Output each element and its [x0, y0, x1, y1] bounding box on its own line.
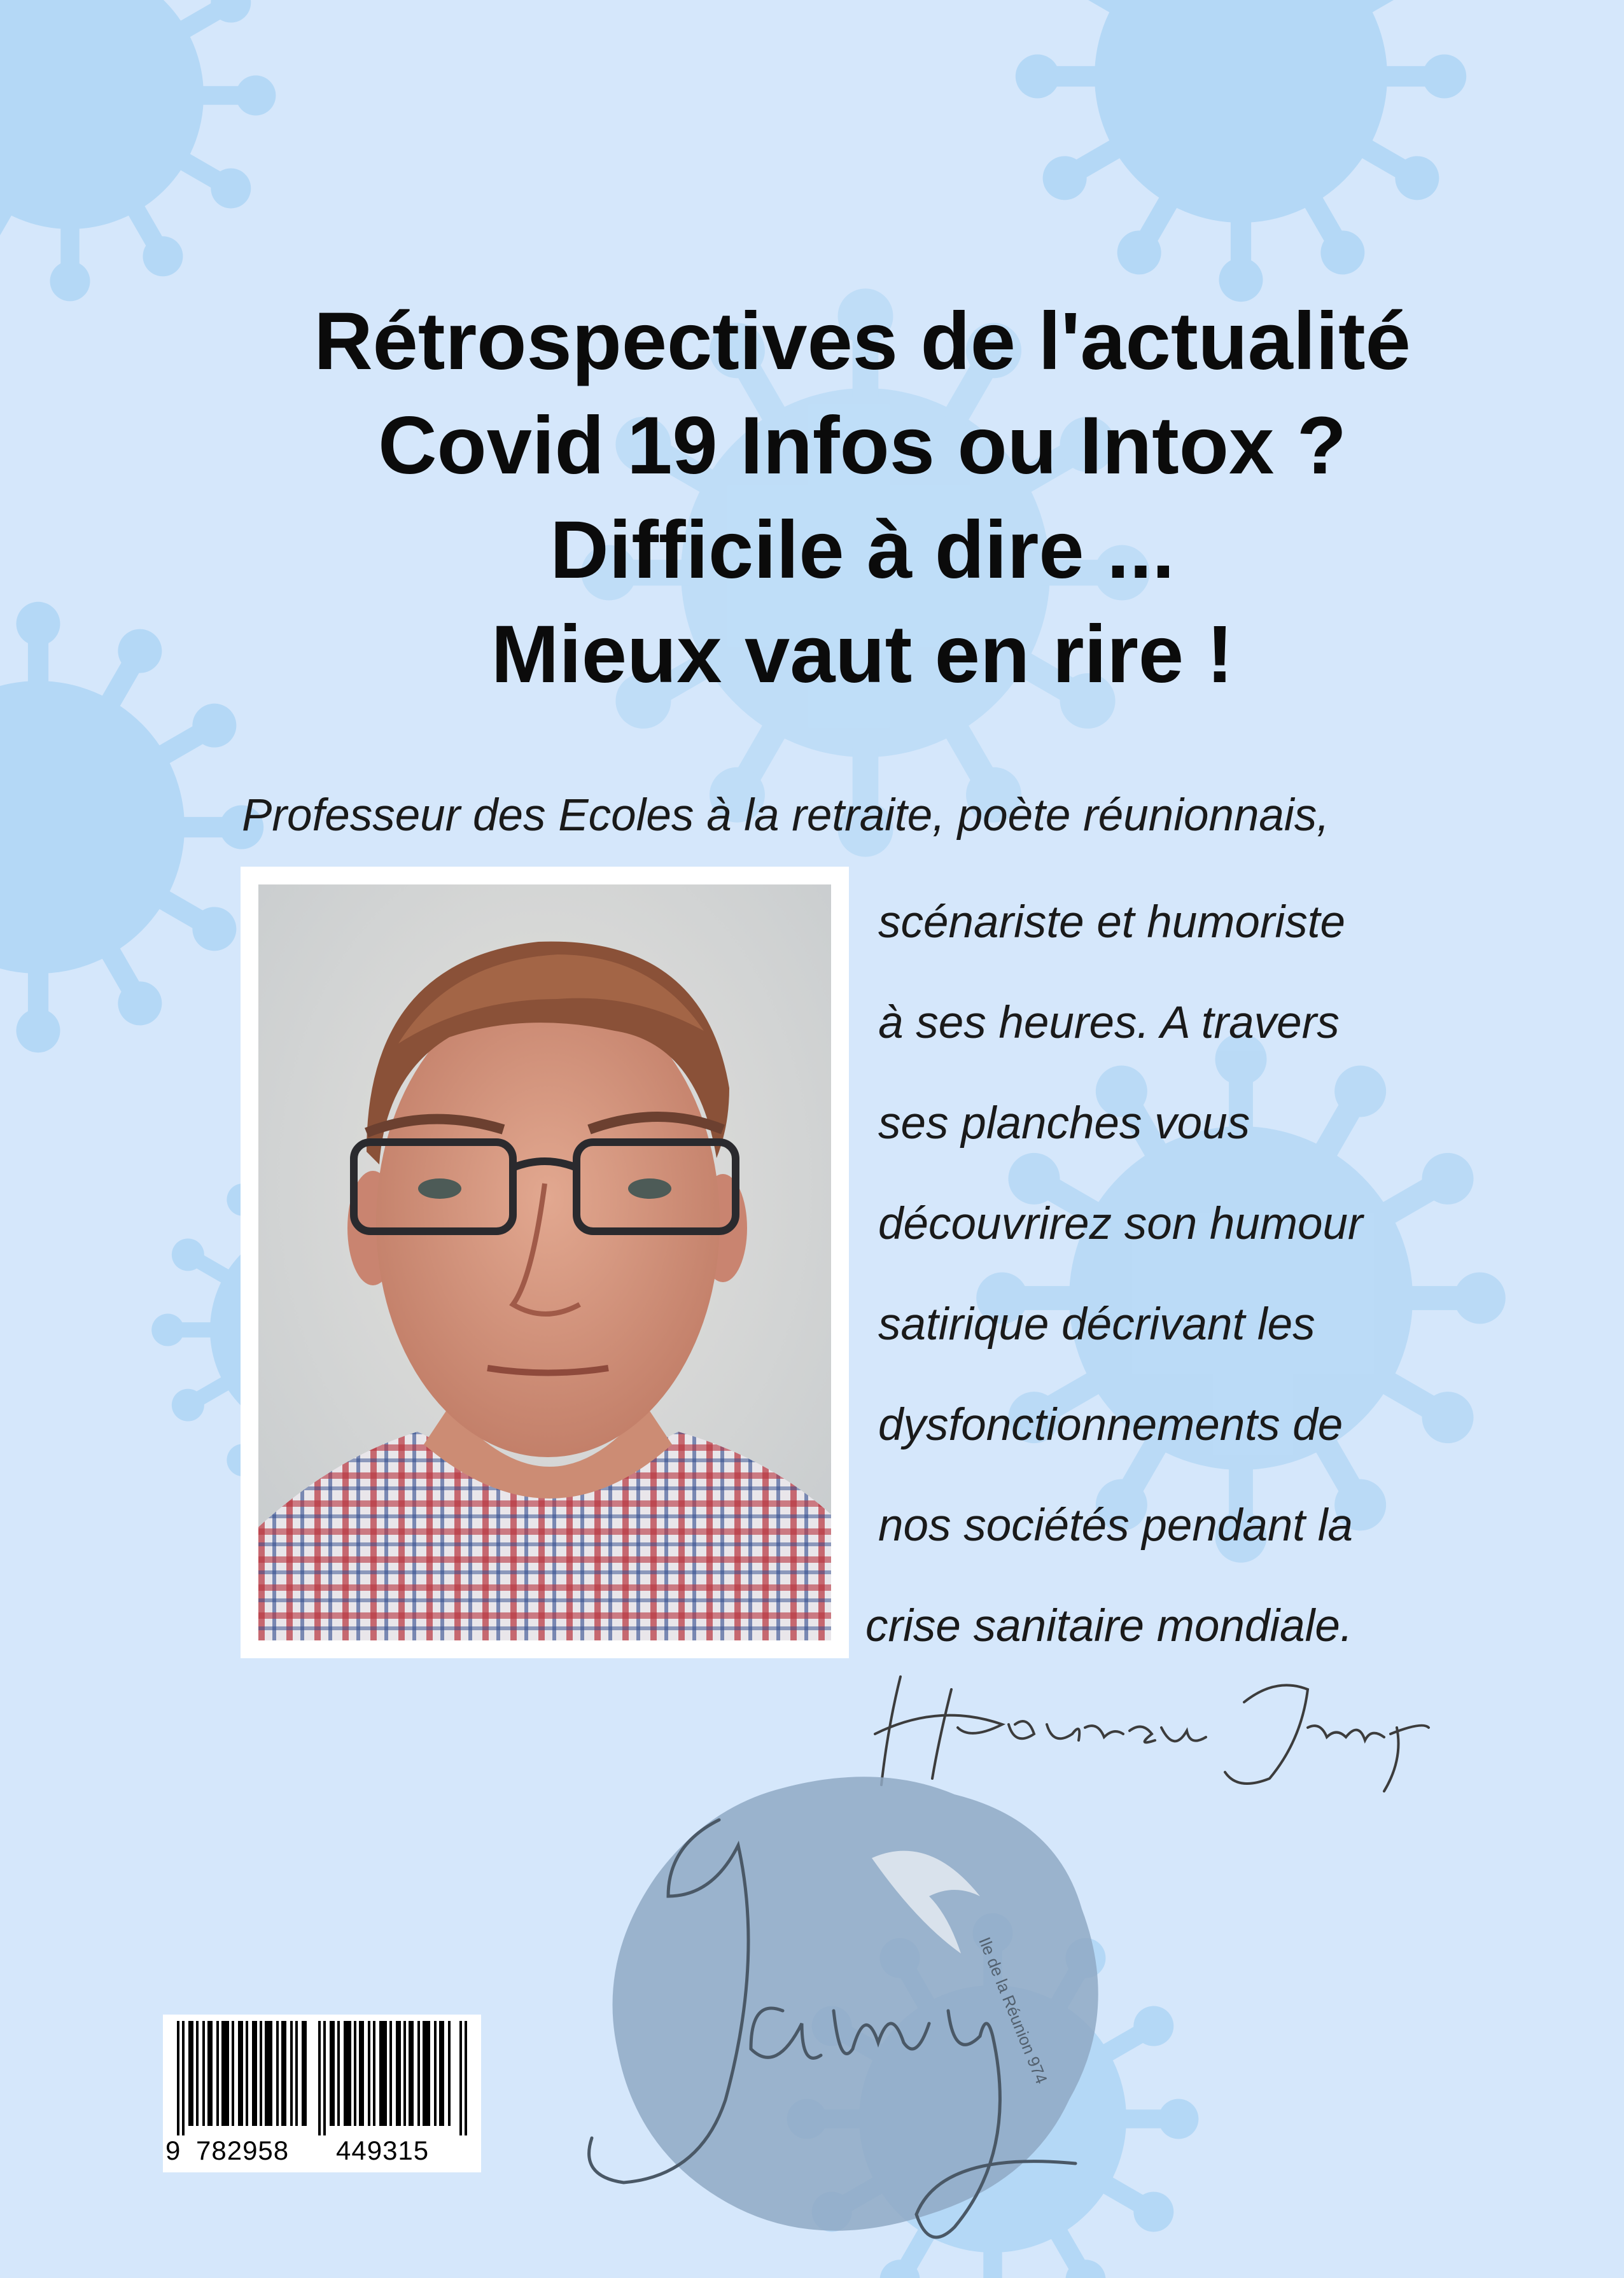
- virus-shape: [1016, 0, 1466, 302]
- bio-line: à ses heures. A travers: [878, 998, 1340, 1048]
- bio-line: dysfonctionnements de: [878, 1400, 1343, 1450]
- barcode-group-1: 782958: [196, 2135, 290, 2165]
- bio-line: crise sanitaire mondiale.: [865, 1601, 1353, 1651]
- logo-caption: Ile de la Réunion 974: [975, 1934, 1052, 2087]
- title-line-3: Difficile à dire ...: [550, 505, 1175, 596]
- bio-line: nos sociétés pendant la: [878, 1500, 1354, 1551]
- barcode-first-digit: 9: [165, 2135, 181, 2165]
- title-line-4: Mieux vaut en rire !: [491, 609, 1234, 700]
- author-photo-frame: [241, 867, 849, 1658]
- author-photo: [258, 884, 831, 1640]
- bio-line: ses planches vous: [878, 1098, 1250, 1149]
- back-cover-title: [0, 290, 1624, 707]
- publisher-logo: [573, 1769, 1305, 2278]
- barcode-group-2: 449315: [336, 2135, 430, 2165]
- title-line-2: Covid 19 Infos ou Intox ?: [378, 400, 1347, 491]
- bio-line: satirique décrivant les: [878, 1299, 1315, 1350]
- barcode-bars: [177, 2021, 467, 2135]
- title-line-1: Rétrospectives de l'actualité: [314, 296, 1411, 387]
- isbn-barcode: [163, 2015, 481, 2172]
- bio-line: découvrirez son humour: [878, 1199, 1363, 1249]
- bio-text-column: [865, 891, 1451, 1695]
- bio-line: scénariste et humoriste: [878, 897, 1345, 947]
- bio-first-line: Professeur des Ecoles à la retraite, poète réunionnais,: [242, 790, 1329, 841]
- virus-shape: [0, 0, 276, 301]
- barcode-digits: [163, 2135, 481, 2167]
